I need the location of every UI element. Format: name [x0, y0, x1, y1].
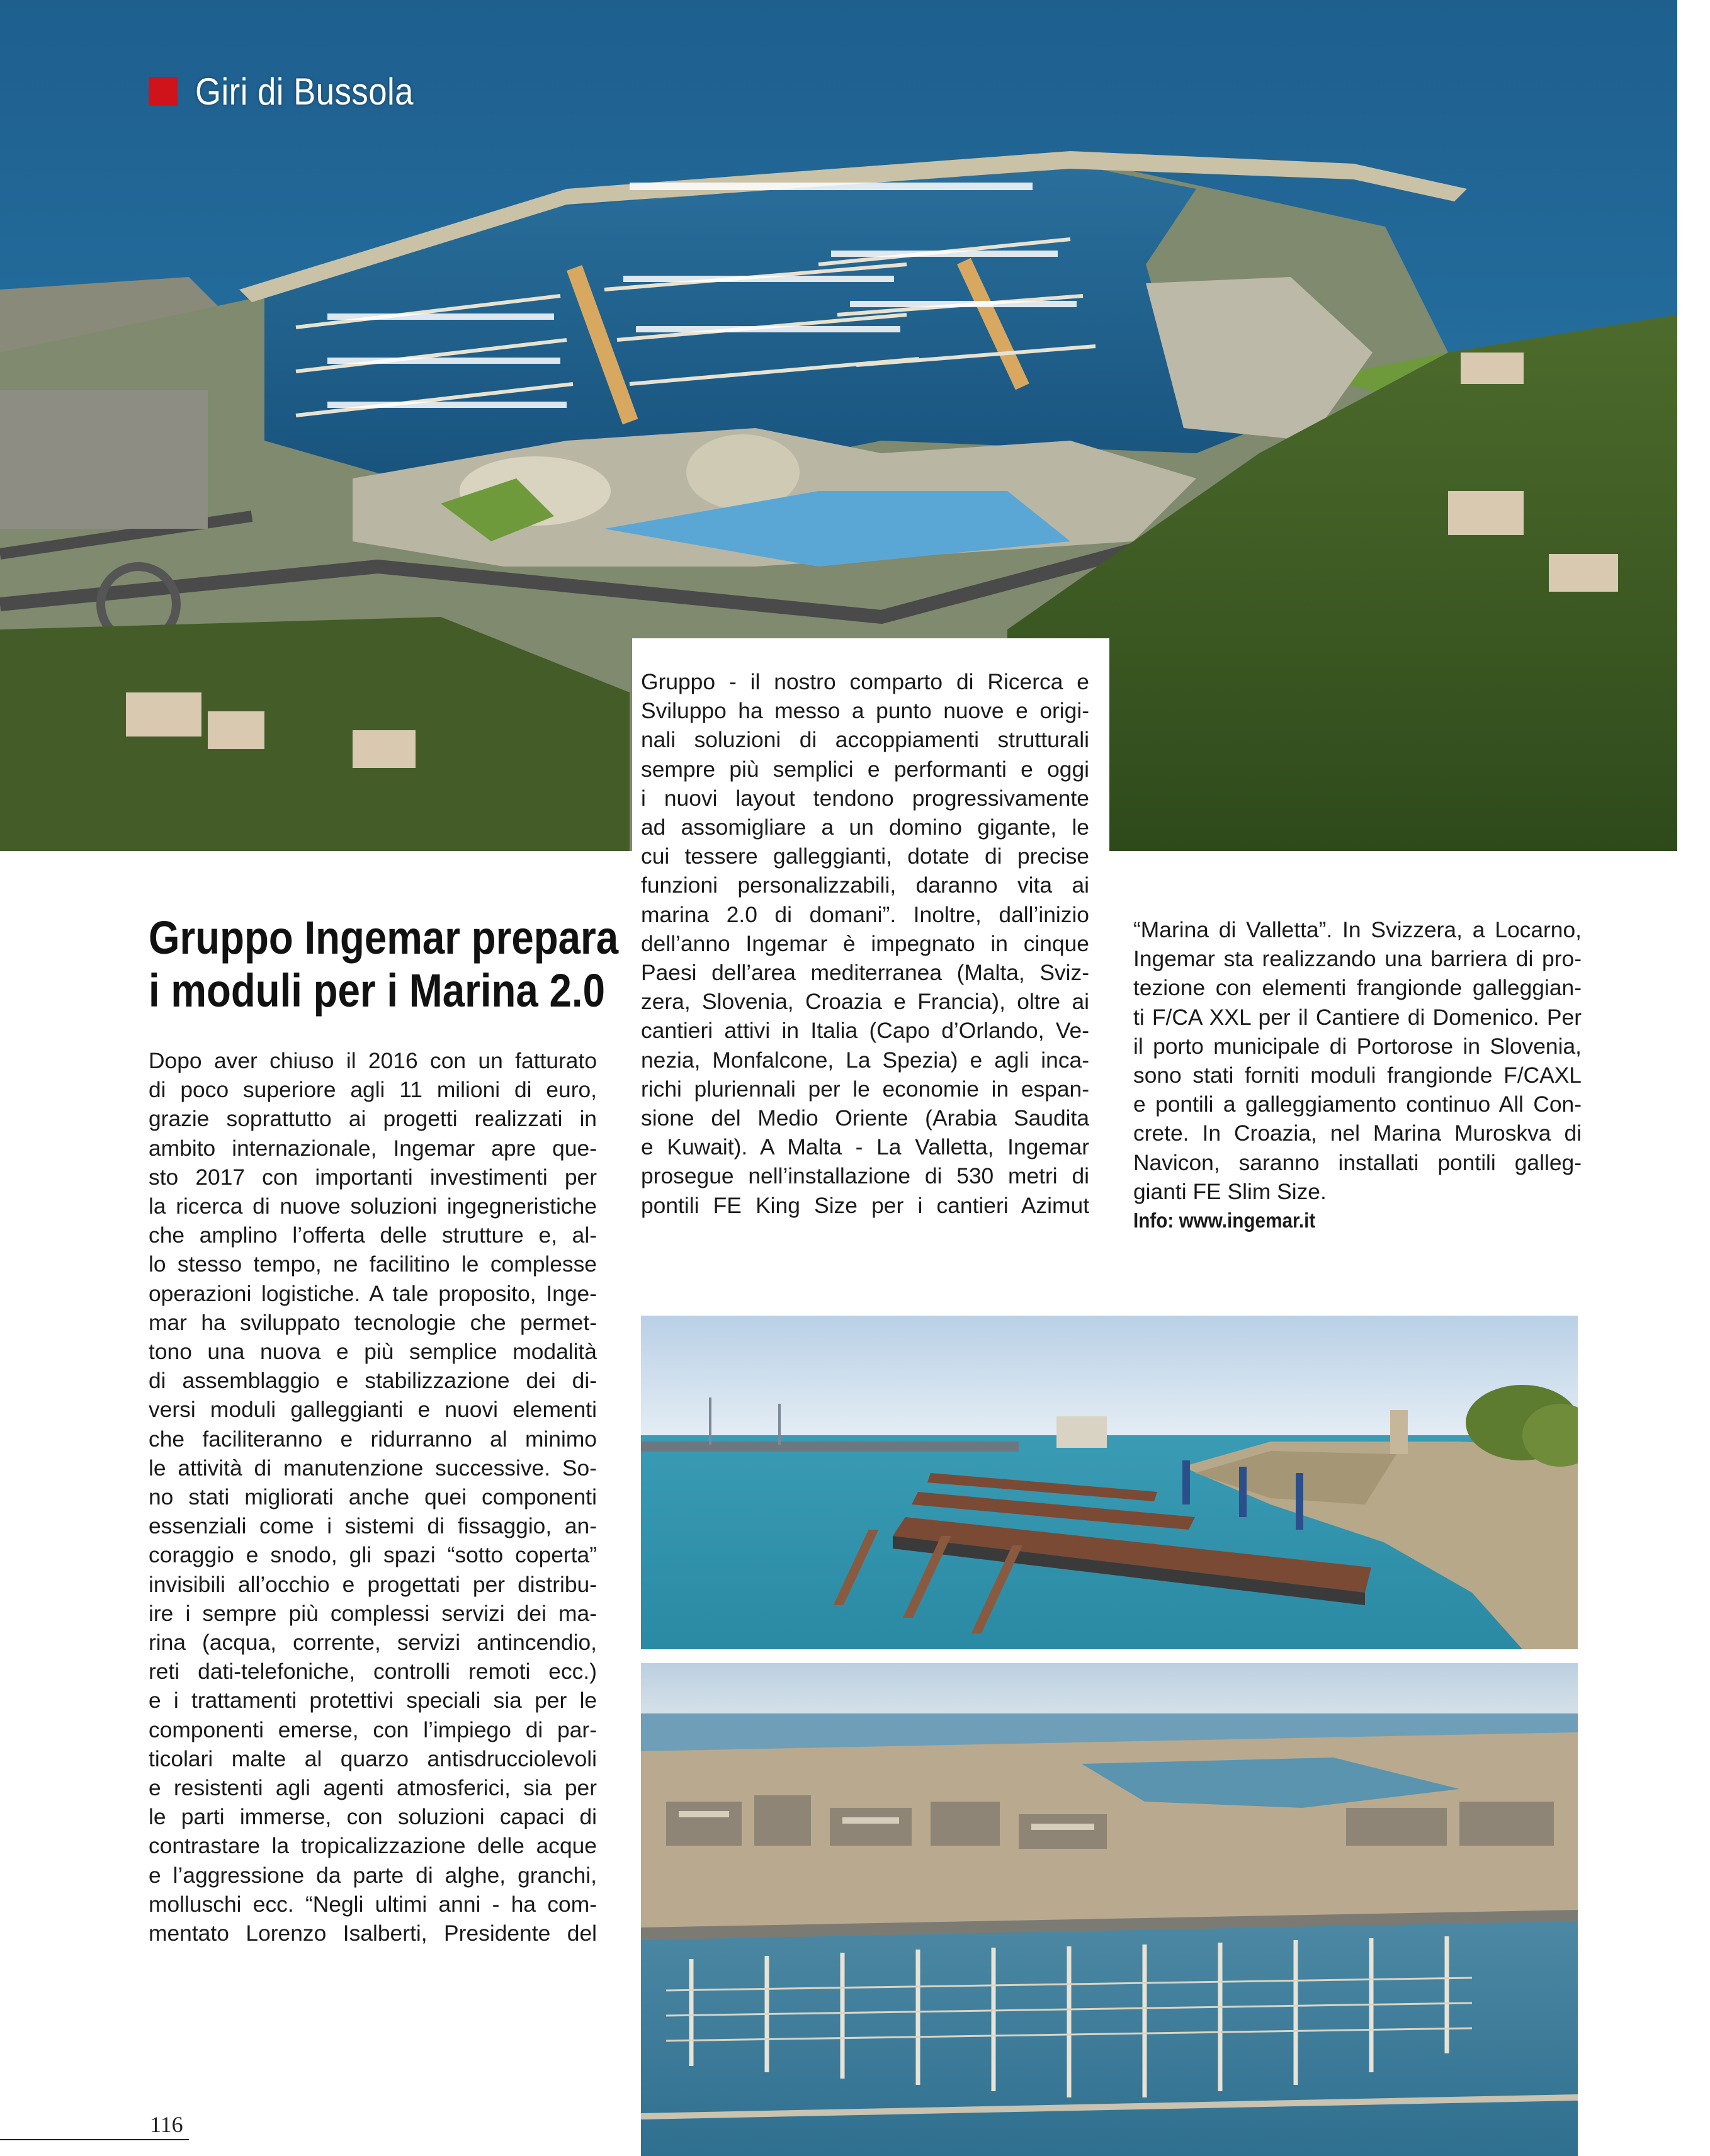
text-line: sempre più semplici e performanti e oggi [641, 756, 1089, 782]
folio-rule [0, 2139, 189, 2140]
text-line: tezione con elementi frangionde galleggian- [1133, 975, 1582, 1001]
article-title-line2: i moduli per i Marina 2.0 [149, 964, 605, 1017]
text-line: contrastare la tropicalizzazione delle acque [149, 1833, 597, 1859]
text-line: la ricerca di nuove soluzioni ingegneristiche [149, 1194, 597, 1219]
section-tag [149, 65, 443, 117]
text-line: cui tessere galleggianti, dotate di precise [641, 844, 1089, 869]
text-line: di assemblaggio e stabilizzazione dei di- [149, 1368, 597, 1394]
section-marker [149, 77, 178, 106]
text-line: ire i sempre più complessi servizi dei ma- [149, 1600, 597, 1626]
section-label: Giri di Bussola [195, 70, 414, 113]
text-line: e Kuwait). A Malta - La Valletta, Ingemar [641, 1134, 1089, 1160]
text-line: e l’aggressione da parte di alghe, granchi, [149, 1862, 597, 1888]
text-line: e resistenti agli agenti atmosferici, sia per [149, 1775, 597, 1801]
article-column-middle [641, 667, 1089, 1220]
article-column-left [149, 1046, 597, 1948]
text-line: tono una nuova e più semplice modalità [149, 1339, 597, 1365]
text-line: componenti emerse, con l’impiego di par- [149, 1717, 597, 1742]
text-line: invisibili all’occhio e progettati per distribu- [149, 1571, 597, 1597]
text-line: dell’anno Ingemar è impegnato in cinque [641, 930, 1089, 956]
text-line: sto 2017 con importanti investimenti per [149, 1164, 597, 1190]
text-line: reti dati-telefoniche, controlli remoti ecc.) [149, 1659, 597, 1685]
text-line: le attività di manutenzione successive. So- [149, 1455, 597, 1481]
text-line: no stati migliorati anche quei componenti [149, 1484, 597, 1510]
text-line: mentato Lorenzo Isalberti, Presidente del [149, 1921, 597, 1946]
text-line: gianti FE Slim Size. [1133, 1178, 1327, 1204]
text-line: Sviluppo ha messo a punto nuove e origi- [641, 698, 1089, 724]
text-line: versi moduli galleggianti e nuovi elementi [149, 1397, 597, 1423]
text-line: Navicon, saranno installati pontili galleg- [1133, 1149, 1582, 1175]
floating-pier-photo [641, 1316, 1578, 1649]
text-line: sione del Medio Oriente (Arabia Saudita [641, 1105, 1089, 1131]
text-line: che amplino l’offerta delle strutture e, al- [149, 1222, 597, 1248]
text-line: funzioni personalizzabili, daranno vita ai [641, 872, 1089, 898]
text-line: nali soluzioni di accoppiamenti strutturali [641, 727, 1089, 753]
text-line: crete. In Croazia, nel Marina Muroskva di [1133, 1120, 1582, 1146]
text-line: ambito internazionale, Ingemar apre que- [149, 1135, 597, 1161]
text-line: ticolari malte al quarzo antisdrucciolevoli [149, 1746, 597, 1771]
info-link: Info: www.ingemar.it [1133, 1209, 1316, 1233]
text-line: Paesi dell’area mediterranea (Malta, Sviz- [641, 960, 1089, 986]
text-line: e pontili a galleggiamento continuo All Con- [1133, 1092, 1582, 1117]
text-line: ad assomigliare a un domino gigante, le [641, 815, 1089, 840]
text-line: prosegue nell’installazione di 530 metri di [641, 1163, 1089, 1189]
page-number: 116 [150, 2112, 183, 2137]
text-line: mar ha sviluppato tecnologie che permet- [149, 1309, 597, 1335]
text-line: marina 2.0 di domani”. Inoltre, dall’inizio [641, 901, 1089, 927]
text-line: essenziali come i sistemi di fissaggio, an- [149, 1513, 597, 1539]
text-line: operazioni logistiche. A tale proposito, Inge- [149, 1280, 597, 1306]
text-line: richi pluriennali per le economie in espan- [641, 1076, 1089, 1102]
text-line: molluschi ecc. “Negli ultimi anni - ha com- [149, 1891, 597, 1917]
text-line: il porto municipale di Portorose in Slovenia, [1133, 1033, 1582, 1059]
text-line: i nuovi layout tendono progressivamente [641, 785, 1089, 811]
text-line: Dopo aver chiuso il 2016 con un fatturato [149, 1048, 597, 1073]
text-line: Gruppo - il nostro comparto di Ricerca e [641, 669, 1089, 694]
text-line: zera, Slovenia, Croazia e Francia), oltre ai [641, 989, 1089, 1015]
text-line: di poco superiore agli 11 milioni di euro, [149, 1077, 597, 1103]
text-line: coraggio e snodo, gli spazi “sotto coperta” [149, 1542, 597, 1568]
article-column-right [1133, 915, 1582, 1235]
text-line: grazie soprattutto ai progetti realizzati in [149, 1106, 597, 1132]
marina-aerial-photo [641, 1663, 1578, 2156]
text-line: rina (acqua, corrente, servizi antincendio, [149, 1630, 597, 1656]
text-line: cantieri attivi in Italia (Capo d’Orlando, Ve- [641, 1018, 1089, 1044]
text-line: sono stati forniti moduli frangionde F/CAXL [1133, 1063, 1582, 1088]
text-line: ti F/CA XXL per il Cantiere di Domenico. Per [1133, 1004, 1582, 1030]
text-line: Ingemar sta realizzando una barriera di pro- [1133, 946, 1582, 972]
text-line: che faciliteranno e ridurranno al minimo [149, 1426, 597, 1452]
text-line: “Marina di Valletta”. In Svizzera, a Locarno, [1133, 917, 1582, 942]
text-line: e i trattamenti protettivi speciali sia per le [149, 1688, 597, 1713]
article-title [149, 912, 619, 1017]
text-line: nezia, Monfalcone, La Spezia) e agli inca- [641, 1047, 1089, 1073]
text-line: le parti immerse, con soluzioni capaci di [149, 1804, 597, 1830]
text-line: lo stesso tempo, ne facilitino le complesse [149, 1251, 597, 1277]
article-title-line1: Gruppo Ingemar prepara [149, 912, 619, 964]
text-line: pontili FE King Size per i cantieri Azimut [641, 1192, 1089, 1218]
